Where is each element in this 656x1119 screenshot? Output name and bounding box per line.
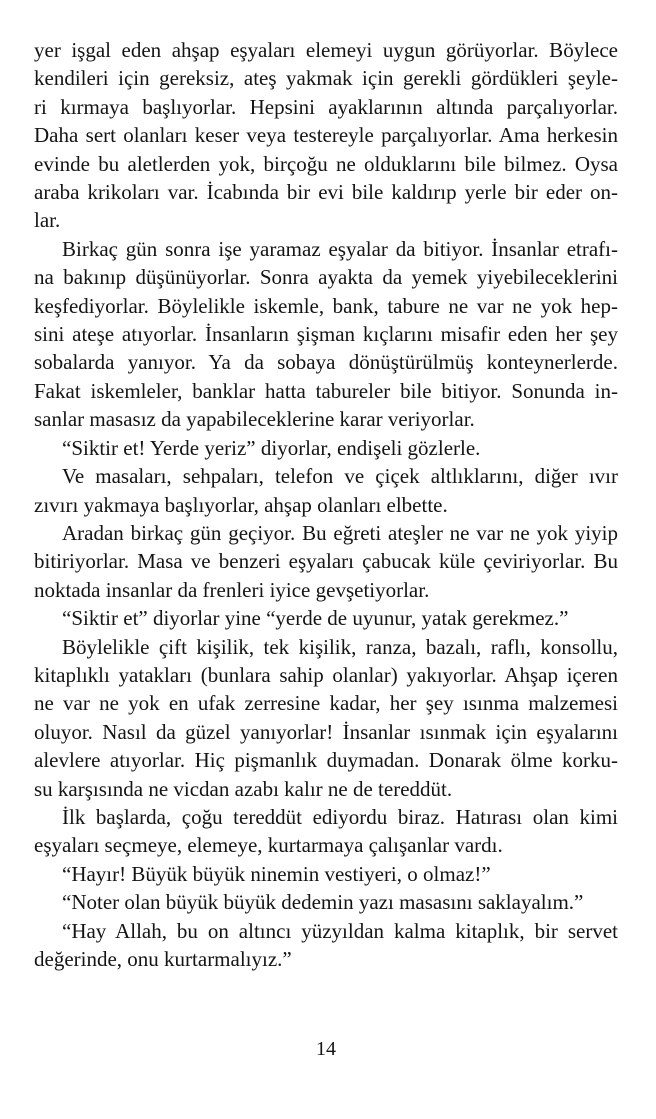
text-line: ne var ne yok en ufak zerresine kadar, her şey ısınma malzemesi <box>34 691 618 716</box>
text-line: keşfediyorlar. Böylelikle iskemle, bank, tabure ne var ne yok hep- <box>34 293 618 318</box>
text-line: sobalarda yanıyor. Ya da sobaya dönüştürülmüş konteynerlerde. <box>34 350 618 375</box>
text-line: Böylelikle çift kişilik, tek kişilik, ranza, bazalı, raflı, konsollu, <box>62 634 618 659</box>
text-line: “Siktir et” diyorlar yine “yerde de uyunur, yatak gerekmez.” <box>62 606 569 631</box>
text-line: noktada insanlar da frenleri iyice gevşetiyorlar. <box>34 577 430 602</box>
text-line: oluyor. Nasıl da güzel yanıyorlar! İnsanlar ısınmak için eşyalarını <box>34 719 618 744</box>
text-line: “Hay Allah, bu on altıncı yüzyıldan kalma kitaplık, bir servet <box>62 918 618 943</box>
paragraph <box>34 235 618 434</box>
text-line: na bakınıp düşünüyorlar. Sonra ayakta da yemek yiyebileceklerini <box>34 265 618 290</box>
text-line: Ve masaları, sehpaları, telefon ve çiçek altlıklarını, diğer ıvır <box>62 464 618 489</box>
paragraph <box>34 462 618 519</box>
text-line: evinde bu aletlerden yok, birçoğu ne olduklarını bile bilmez. Oysa <box>34 151 618 176</box>
paragraph <box>34 604 618 632</box>
text-line: eşyaları seçmeye, elemeye, kurtarmaya çalışanlar vardı. <box>34 833 503 858</box>
text-line: sini ateşe atıyorlar. İnsanların şişman kıçlarını misafir eden her şey <box>34 322 618 347</box>
text-line: değerinde, onu kurtarmalıyız.” <box>34 947 292 971</box>
text-line: İlk başlarda, çoğu tereddüt ediyordu biraz. Hatırası olan kimi <box>62 804 618 829</box>
text-line: alevlere atıyorlar. Hiç pişmanlık duymadan. Donarak ölme korku- <box>34 748 618 773</box>
paragraph <box>34 888 618 916</box>
text-line: ri kırmaya başlıyorlar. Hepsini ayaklarının altında parçalıyorlar. <box>34 94 618 119</box>
text-line: kitaplıklı yatakları (bunlara sahip olanlar) yakıyorlar. Ahşap içeren <box>34 662 618 687</box>
paragraph <box>34 434 618 462</box>
paragraph <box>34 803 618 860</box>
text-line: bitiriyorlar. Masa ve benzeri eşyaları çabucak küle çeviriyorlar. Bu <box>34 549 618 574</box>
paragraph <box>34 860 618 888</box>
page-number: 14 <box>316 1038 336 1061</box>
text-line: kendileri için gereksiz, ateş yakmak için gerekli gördükleri şeyle- <box>34 66 618 91</box>
text-line: “Siktir et! Yerde yeriz” diyorlar, endişeli gözlerle. <box>62 435 481 460</box>
paragraph <box>34 917 618 974</box>
page-text <box>34 36 618 973</box>
text-line: araba krikoları var. İcabında bir evi bile kaldırıp yerle bir eder on- <box>34 180 618 205</box>
text-line: “Noter olan büyük büyük dedemin yazı masasını saklayalım.” <box>62 890 584 915</box>
text-line: su karşısında ne vicdan azabı kalır ne de tereddüt. <box>34 776 453 801</box>
text-line: Fakat iskemleler, banklar hatta tabureler bile bitiyor. Sonunda in- <box>34 378 618 403</box>
paragraph <box>34 633 618 803</box>
paragraph <box>34 519 618 604</box>
text-line: Birkaç gün sonra işe yaramaz eşyalar da bitiyor. İnsanlar etrafı- <box>62 236 618 261</box>
text-line: “Hayır! Büyük büyük ninemin vestiyeri, o olmaz!” <box>62 861 491 886</box>
text-line: Aradan birkaç gün geçiyor. Bu eğreti ateşler ne var ne yok yiyip <box>62 520 618 545</box>
text-line: sanlar masasız da yapabileceklerine karar veriyorlar. <box>34 407 475 432</box>
text-line: yer işgal eden ahşap eşyaları elemeyi uygun görüyorlar. Böylece <box>34 38 618 62</box>
paragraph <box>34 36 618 235</box>
text-line: Daha sert olanları keser veya testereyle parçalıyorlar. Ama herkesin <box>34 123 618 148</box>
text-line: lar. <box>34 208 61 233</box>
text-line: zıvırı yakmaya başlıyorlar, ahşap olanları elbette. <box>34 492 448 517</box>
